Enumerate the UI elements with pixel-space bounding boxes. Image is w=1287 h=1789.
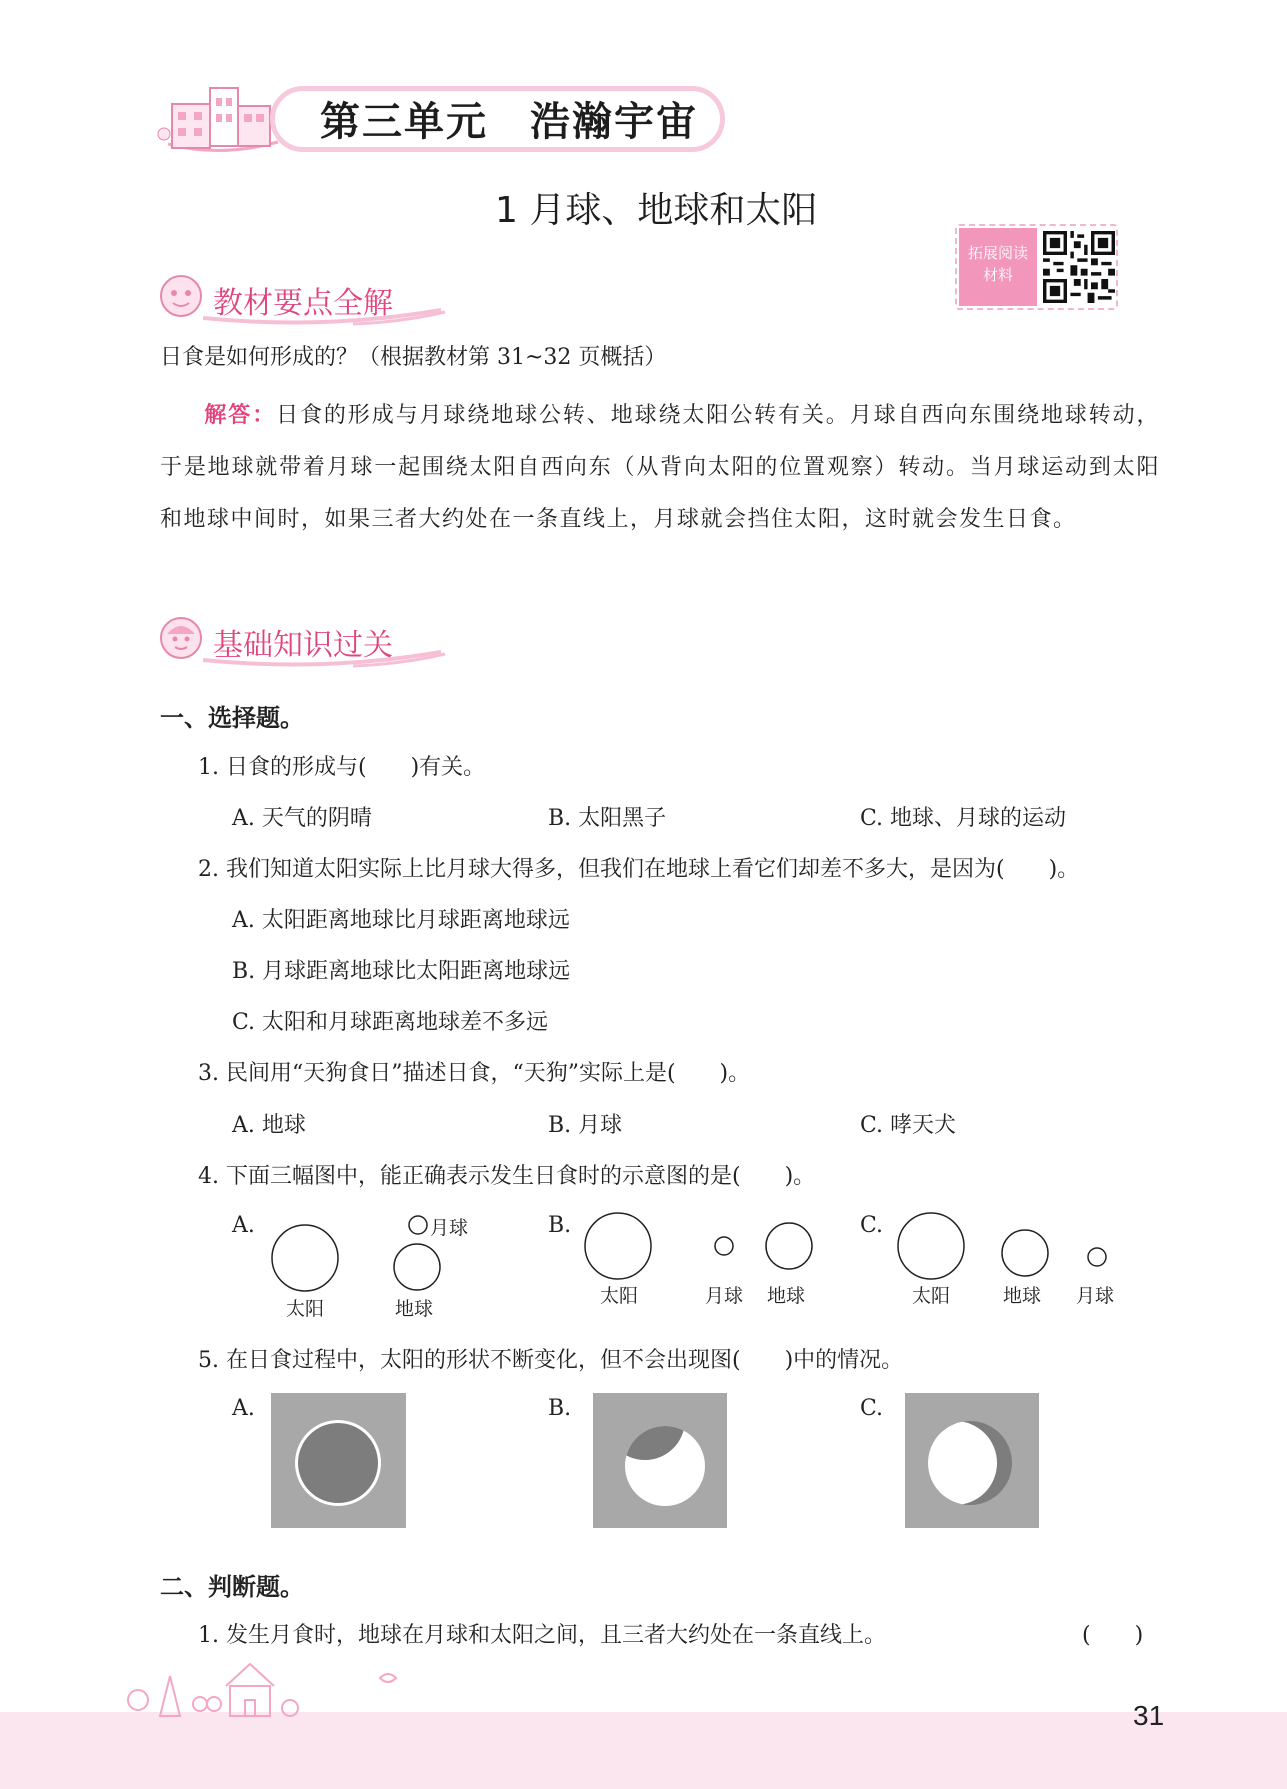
sun-label: 太阳 — [600, 1285, 639, 1307]
question-4-option-b[interactable]: B. — [548, 1213, 572, 1238]
earth-circle — [394, 1244, 440, 1290]
question-2-option-b[interactable]: B. 月球距离地球比太阳距离地球远 — [232, 959, 571, 984]
question-2-option-c[interactable]: C. 太阳和月球距离地球差不多远 — [232, 1010, 549, 1035]
part-title-judgement: 二、判断题。 — [160, 1573, 304, 1601]
eclipse-image-c — [905, 1393, 1039, 1528]
answer-label: 解答： — [204, 403, 277, 428]
judgement-1-stem: 1. 发生月食时，地球在月球和太阳之间，且三者大约处在一条直线上。 — [198, 1623, 886, 1648]
sun-circle — [272, 1225, 338, 1291]
school-building-icon — [150, 82, 290, 162]
earth-label: 地球 — [395, 1298, 434, 1320]
sun-label: 太阳 — [912, 1285, 951, 1307]
answer-text: 日食的形成与月球绕地球公转、地球绕太阳公转有关。月球自西向东围绕地球转动，于是地球就带着月球一起围绕太阳自西向东（从背向太阳的位置观察）转动。当月球运动到太阳和地球中间时，如果三者大约处在一条直线上，月球就会挡住太阳，这时就会发生日食。 — [160, 403, 1160, 532]
section-header-key-points — [157, 272, 457, 324]
question-1-stem: 1. 日食的形成与( )有关。 — [198, 755, 486, 780]
question-3-option-b[interactable]: B. 月球 — [548, 1113, 623, 1138]
part-title-choice: 一、选择题。 — [160, 704, 304, 732]
question-1-option-c[interactable]: C. 地球、月球的运动 — [860, 806, 1067, 831]
question-5-option-c[interactable]: C. — [860, 1396, 884, 1421]
question-5-stem: 5. 在日食过程中，太阳的形状不断变化，但不会出现图( )中的情况。 — [198, 1348, 904, 1373]
earth-circle — [1002, 1230, 1048, 1276]
question-4-stem: 4. 下面三幅图中，能正确表示发生日食时的示意图的是( )。 — [198, 1164, 816, 1189]
question-5-option-b[interactable]: B. — [548, 1396, 572, 1421]
moon-label: 月球 — [1076, 1285, 1115, 1307]
moon-label: 月球 — [430, 1217, 469, 1239]
sun-circle — [898, 1213, 964, 1279]
diagram-c — [890, 1208, 1150, 1323]
unit-title: 第三单元 浩瀚宇宙 — [320, 99, 698, 145]
earth-circle — [766, 1223, 812, 1269]
qr-label: 拓展阅读 材料 — [959, 228, 1037, 306]
cartoon-mascot-icon — [157, 272, 205, 320]
question-1-option-b[interactable]: B. 太阳黑子 — [548, 806, 667, 831]
judgement-1-answer-blank[interactable]: ( ) — [1082, 1623, 1144, 1648]
sun-label: 太阳 — [286, 1298, 325, 1320]
answer-paragraph — [160, 390, 1160, 546]
qr-code-icon[interactable] — [1043, 229, 1115, 305]
page-number: 31 — [1133, 1700, 1165, 1731]
question-4-option-c[interactable]: C. — [860, 1213, 884, 1238]
earth-label: 地球 — [1003, 1285, 1042, 1307]
question-2-stem: 2. 我们知道太阳实际上比月球大得多，但我们在地球上看它们却差不多大，是因为( )。 — [198, 857, 1080, 882]
diagram-b — [575, 1208, 835, 1323]
diagram-a — [260, 1208, 490, 1323]
key-question: 日食是如何形成的？（根据教材第 31~32 页概括） — [160, 345, 667, 370]
section-label: 教材要点全解 — [213, 286, 393, 321]
section-label: 基础知识过关 — [213, 628, 393, 663]
eclipse-image-a — [271, 1393, 406, 1528]
question-3-stem: 3. 民间用“天狗食日”描述日食，“天狗”实际上是( )。 — [198, 1061, 751, 1086]
qr-reading-box[interactable] — [955, 224, 1118, 310]
cartoon-mascot-icon — [157, 614, 205, 662]
question-3-option-a[interactable]: A. 地球 — [232, 1113, 306, 1138]
section-header-basic-knowledge — [157, 614, 457, 666]
moon-label: 月球 — [705, 1285, 744, 1307]
question-3-option-c[interactable]: C. 哮天犬 — [860, 1113, 957, 1138]
question-4-option-a[interactable]: A. — [232, 1213, 255, 1238]
earth-label: 地球 — [767, 1285, 806, 1307]
sun-circle — [585, 1213, 651, 1279]
footer-band — [0, 1712, 1287, 1789]
question-2-option-a[interactable]: A. 太阳距离地球比月球距离地球远 — [232, 908, 570, 933]
moon-circle — [715, 1237, 733, 1255]
moon-circle — [1088, 1248, 1106, 1266]
question-1-option-a[interactable]: A. 天气的阴晴 — [232, 806, 372, 831]
unit-banner — [150, 82, 750, 162]
eclipse-image-b — [593, 1393, 727, 1528]
footer-town-icon — [120, 1658, 420, 1718]
moon-circle — [409, 1216, 427, 1234]
lesson-title: 1 月球、地球和太阳 — [495, 190, 818, 231]
question-5-option-a[interactable]: A. — [232, 1396, 255, 1421]
